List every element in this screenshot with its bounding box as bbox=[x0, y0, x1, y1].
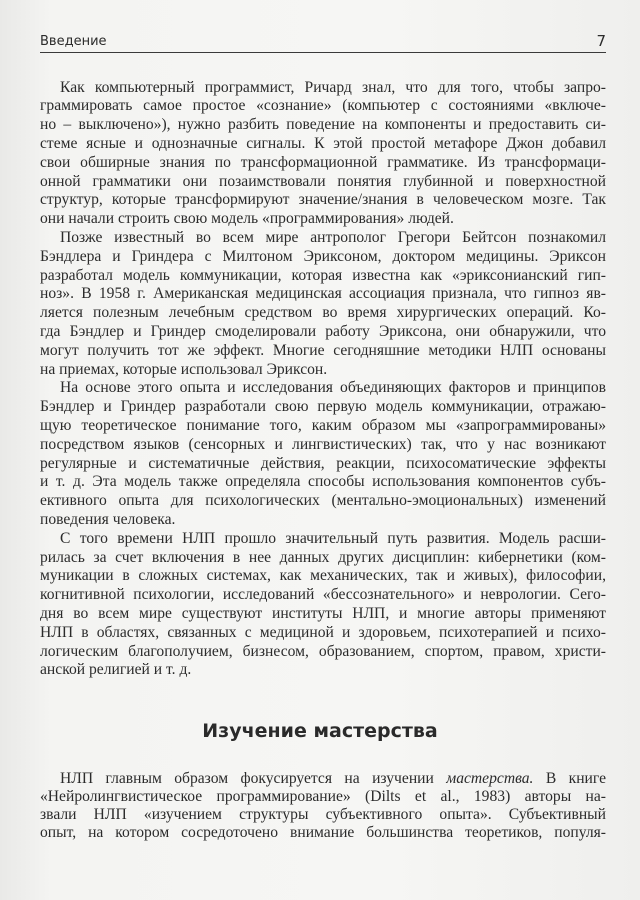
paragraph-line: и т. д. Эта модель также определяла способы использования компонентов субъ- bbox=[40, 473, 606, 491]
paragraph-line: щую теоретическое понимание того, каким образом мы «запрограммированы» bbox=[40, 416, 606, 434]
paragraph-line: опыт, на котором сосредоточено внимание большинства теоретиков, популя- bbox=[40, 824, 606, 842]
paragraph-line: дня во всем мире существуют институты НЛП, и многие авторы применяют bbox=[40, 604, 606, 622]
paragraph-line: логическим благополучием, бизнесом, образованием, спортом, правом, христи- bbox=[40, 642, 606, 660]
paragraph-line: на приемах, которые использовал Эриксон. bbox=[40, 360, 328, 378]
paragraph-line: гда Бэндлер и Гриндер смоделировали работу Эриксона, они обнаружили, что bbox=[40, 322, 606, 340]
section-mastery-body bbox=[40, 770, 606, 842]
paragraph-line: когнитивной психологии, исследований «бессознательного» и неврологии. Сего- bbox=[40, 586, 606, 604]
paragraph-line: ективного опыта для психологических (ментально-эмоциональных) изменений bbox=[40, 492, 606, 510]
paragraph-line: могут получить тот же эффект. Многие сегодняшние методики НЛП основаны bbox=[40, 341, 606, 359]
paragraph-line: разработал модель коммуникации, которая известна как «эриксонианский гип- bbox=[40, 266, 606, 284]
paragraph-line: Позже известный во всем мире антрополог Грегори Бейтсон познакомил bbox=[60, 228, 606, 246]
paragraph-line: ляется полезным лечебным средством во время хирургических операций. Ко- bbox=[40, 304, 606, 322]
paragraph-line: регулярные и систематичные действия, реакции, психосоматические эффекты bbox=[40, 454, 606, 472]
paragraph-line: посредством языков (сенсорных и лингвистических) так, что у нас возникают bbox=[40, 435, 606, 453]
paragraph-line: стеме ясные и однозначные сигналы. К этой простой метафоре Джон добавил bbox=[40, 134, 606, 152]
italic-term: мастерства. bbox=[446, 770, 534, 787]
text-segment: НЛП главным образом фокусируется на изучении bbox=[60, 770, 447, 787]
section-introduction-body bbox=[40, 79, 606, 681]
paragraph-line: С того времени НЛП прошло значительный путь развития. Модель расши- bbox=[60, 529, 606, 547]
paragraph-line: Бэндлера и Гриндера с Милтоном Эриксоном, доктором медицины. Эриксон bbox=[40, 247, 606, 265]
paragraph-line: звали НЛП «изучением структуры субъективного опыта». Субъективный bbox=[40, 806, 606, 824]
text-segment: В книге bbox=[533, 770, 607, 787]
paragraph-line: муникации в сложных системах, как механических, так и живых), философии, bbox=[40, 567, 606, 585]
paragraph bbox=[40, 79, 606, 229]
paragraph-line: «Нейролингвистическое программирование» (Dilts et al., 1983) авторы на- bbox=[40, 788, 606, 806]
paragraph-line: они начали строить свою модель «программирования» людей. bbox=[40, 210, 454, 228]
paragraph-line bbox=[40, 770, 606, 788]
paragraph-line: поведения человека. bbox=[40, 510, 176, 528]
running-head-title: Введение bbox=[40, 34, 107, 49]
paragraph-line: НЛП в областях, связанных с медициной и здоровьем, психотерапией и психо- bbox=[40, 623, 606, 641]
paragraph-line: Бэндлер и Гриндер разработали свою первую модель коммуникации, отражаю- bbox=[40, 398, 606, 416]
section-heading: Изучение мастерства bbox=[202, 720, 438, 742]
paragraph-line: ноз». В 1958 г. Американская медицинская ассоциация признала, что гипноз яв- bbox=[40, 285, 606, 303]
paragraph-line: граммировать самое простое «сознание» (компьютер с состояниями «включе- bbox=[40, 97, 606, 115]
paragraph-line: онной грамматики они позаимствовали понятия глубинной и поверхностной bbox=[40, 172, 606, 190]
paragraph-line: На основе этого опыта и исследования объединяющих факторов и принципов bbox=[60, 379, 606, 397]
paragraph-line: структур, которые трансформируют значение/знания в человеческом мозге. Так bbox=[40, 191, 606, 209]
paragraph bbox=[40, 530, 606, 680]
paragraph bbox=[40, 229, 606, 379]
paragraph-line: рилась за счет включения в нее данных других дисциплин: кибернетики (ком- bbox=[40, 548, 606, 566]
paragraph bbox=[40, 379, 606, 529]
page-number: 7 bbox=[596, 32, 606, 50]
paragraph-line: свои обширные знания по трансформационной грамматике. Из трансформаци- bbox=[40, 153, 606, 171]
paragraph-line: Как компьютерный программист, Ричард знал, что для того, чтобы запро- bbox=[60, 78, 606, 96]
paragraph-line: анской религией и т. д. bbox=[40, 661, 192, 679]
running-head bbox=[40, 33, 606, 53]
paragraph-line: но – выключено»), нужно разбить поведение на компоненты и предоставить си- bbox=[40, 116, 606, 134]
